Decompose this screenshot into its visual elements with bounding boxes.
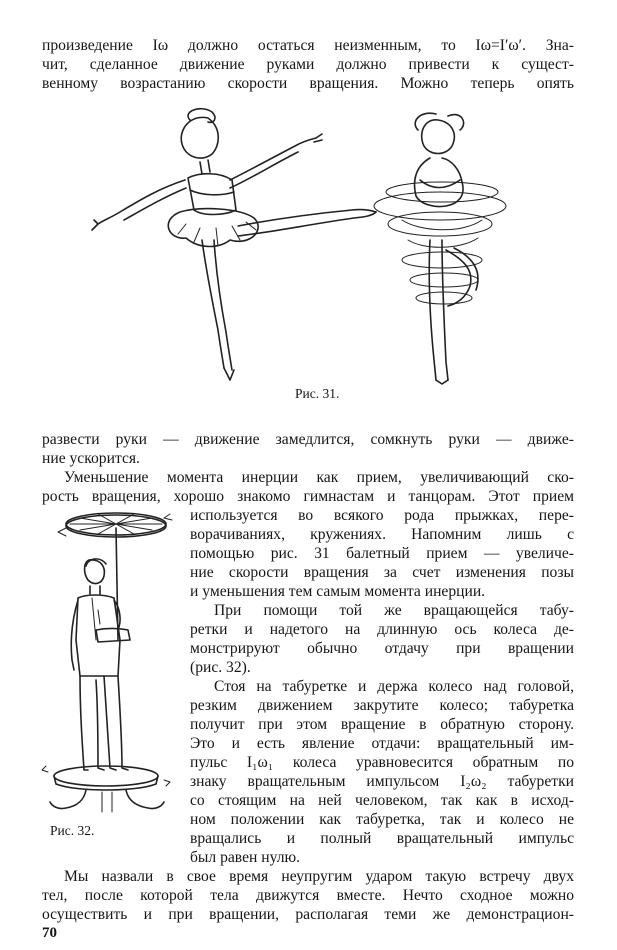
text-line: резким движением закрутите колесо; табуретка	[190, 697, 574, 714]
text-line: (рис. 32).	[190, 659, 251, 676]
text-line: ние скорости вращения за счет изменения позы	[190, 564, 574, 581]
text-line: помощью рис. 31 балетный прием — увеличе-	[190, 545, 574, 562]
text-line: и уменьшения тем самым момента инерции.	[190, 583, 486, 600]
text-line: чит, сделанное движение руками должно привести к сущест-	[42, 56, 574, 73]
text-line: со стоящим на ней человеком, так как в исход-	[190, 792, 574, 809]
text-line: Мы назвали в свое время неупругим ударом такую встречу двух	[64, 868, 574, 885]
text-line: используется во всякого рода прыжках, пере-	[190, 507, 574, 524]
text-line: Стоя на табуретке и держа колесо над головой,	[214, 678, 574, 695]
text-line: осуществить и при вращении, располагая теми же демонстрацион-	[42, 906, 574, 923]
stool-drawing	[42, 766, 170, 812]
rotating-wheel-drawing	[58, 513, 172, 640]
text-line: был равен нулю.	[190, 849, 301, 866]
text-line: Это и есть явление отдачи: вращательный им-	[190, 735, 574, 752]
text-line: ном положении как табуретка, так и колесо не	[190, 811, 574, 828]
text-line: развести руки — движение замедлится, сомкнуть руки — движе-	[42, 431, 574, 448]
text-line: При помощи той же вращающейся табу-	[214, 602, 574, 619]
ballerina-arms-open-drawing	[92, 109, 376, 380]
figure-31-ballerinas	[90, 100, 540, 385]
text-line: знаку вращательным импульсом I₂ω₂ табуретки	[190, 773, 574, 790]
text-line: получит при этом вращение в обратную сторону.	[190, 716, 574, 733]
text-line: ворачиваниях, кружениях. Напомним лишь с	[190, 526, 574, 543]
figure-32-caption: Рис. 32.	[50, 823, 95, 838]
text-line: произведение Iω должно остаться неизменным, то Iω=I′ω′. Зна-	[42, 37, 574, 54]
text-line: тел, после которой тела движутся вместе. Нечто сходное можно	[42, 887, 574, 904]
figure-31-caption: Рис. 31.	[295, 386, 340, 401]
text-line: ние ускорится.	[42, 450, 140, 467]
text-line: рость вращения, хорошо знакомо гимнастам и танцорам. Этот прием	[42, 488, 574, 505]
text-line: монстрируют обычно отдачу при вращении	[190, 640, 574, 657]
text-line: ретки и надетого на длинную ось колеса де-	[190, 621, 574, 638]
ballerina-spinning-drawing	[374, 113, 506, 384]
man-drawing	[71, 559, 130, 770]
figure-32-man-on-stool	[36, 500, 184, 820]
text-line: венному возрастанию скорости вращения. Можно теперь опять	[42, 75, 574, 92]
text-line: Уменьшение момента инерции как прием, увеличивающий ско-	[64, 469, 574, 486]
text-line: вращались и полный вращательный импульс	[190, 830, 574, 847]
page-number: 70	[42, 925, 57, 941]
text-line: пульс I₁ω₁ колеса уравновесится обратным по	[190, 754, 574, 771]
